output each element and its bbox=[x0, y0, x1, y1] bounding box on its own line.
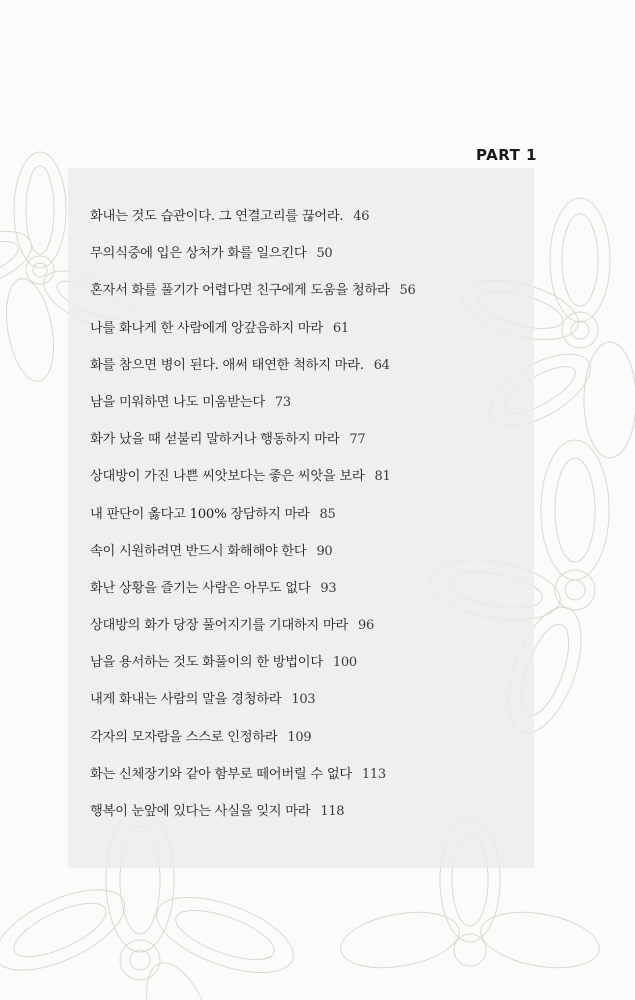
toc-entry-title: 남을 용서하는 것도 화풀이의 한 방법이다 bbox=[90, 655, 323, 671]
toc-entry-page: 56 bbox=[399, 283, 416, 299]
toc-entry-title: 화는 신체장기와 같아 함부로 떼어버릴 수 없다 bbox=[90, 766, 352, 782]
toc-entry[interactable] bbox=[90, 688, 416, 725]
toc-entry-title: 상대방의 화가 당장 풀어지기를 기대하지 마라 bbox=[90, 618, 348, 634]
toc-entry[interactable] bbox=[90, 614, 416, 651]
toc-entry-page: 103 bbox=[291, 692, 316, 708]
toc-entry[interactable] bbox=[90, 391, 416, 428]
toc-entry-title: 내 판단이 옳다고 100% 장담하지 마라 bbox=[90, 506, 310, 522]
toc-entry[interactable] bbox=[90, 800, 416, 837]
toc-entry[interactable] bbox=[90, 726, 416, 763]
toc-entry-page: 61 bbox=[332, 320, 349, 336]
toc-entry-title: 화난 상황을 즐기는 사람은 아무도 없다 bbox=[90, 580, 311, 596]
toc-entry-title: 화를 참으면 병이 된다. 애써 태연한 척하지 마라. bbox=[90, 357, 364, 373]
toc-entry-page: 118 bbox=[320, 804, 345, 819]
toc-entry-page: 64 bbox=[373, 357, 390, 373]
toc-entry[interactable] bbox=[90, 205, 416, 242]
toc-entry-page: 81 bbox=[374, 469, 391, 485]
toc-entry-title: 행복이 눈앞에 있다는 사실을 잊지 마라 bbox=[90, 804, 311, 819]
toc-entry[interactable] bbox=[90, 763, 416, 800]
toc-entry[interactable] bbox=[90, 354, 416, 391]
toc-entry[interactable] bbox=[90, 317, 416, 354]
toc-entry-title: 화내는 것도 습관이다. 그 연결고리를 끊어라. bbox=[90, 209, 344, 224]
toc-entry-page: 90 bbox=[316, 543, 333, 559]
toc-entry[interactable] bbox=[90, 540, 416, 577]
toc-entry-page: 100 bbox=[332, 655, 357, 671]
toc-entry-title: 남을 미워하면 나도 미움받는다 bbox=[90, 394, 265, 410]
toc-entry-title: 상대방이 가진 나쁜 씨앗보다는 좋은 씨앗을 보라 bbox=[90, 469, 365, 485]
toc-entry[interactable] bbox=[90, 465, 416, 502]
toc-entry[interactable] bbox=[90, 503, 416, 540]
toc-entry[interactable] bbox=[90, 279, 416, 316]
toc-entry-page: 77 bbox=[349, 432, 366, 448]
toc-entry-title: 혼자서 화를 풀기가 어렵다면 친구에게 도움을 청하라 bbox=[90, 283, 390, 299]
toc-entry-page: 50 bbox=[316, 246, 333, 262]
toc-entry[interactable] bbox=[90, 651, 416, 688]
toc-entry-page: 93 bbox=[320, 580, 337, 596]
toc-entry-page: 46 bbox=[353, 209, 370, 224]
toc-entry[interactable] bbox=[90, 428, 416, 465]
table-of-contents bbox=[90, 205, 416, 837]
toc-entry-page: 109 bbox=[287, 729, 312, 745]
toc-entry-title: 화가 났을 때 섣불리 말하거나 행동하지 마라 bbox=[90, 432, 340, 448]
toc-entry[interactable] bbox=[90, 577, 416, 614]
toc-entry-page: 85 bbox=[319, 506, 336, 522]
toc-entry[interactable] bbox=[90, 242, 416, 279]
toc-entry-page: 96 bbox=[357, 618, 374, 634]
toc-entry-title: 무의식중에 입은 상처가 화를 일으킨다 bbox=[90, 246, 307, 262]
toc-entry-page: 113 bbox=[361, 766, 386, 782]
part-label: PART 1 bbox=[476, 146, 537, 164]
toc-entry-title: 내게 화내는 사람의 말을 경청하라 bbox=[90, 692, 282, 708]
toc-entry-title: 속이 시원하려면 반드시 화해해야 한다 bbox=[90, 543, 307, 559]
toc-entry-title: 각자의 모자람을 스스로 인정하라 bbox=[90, 729, 278, 745]
toc-entry-page: 73 bbox=[274, 394, 291, 410]
toc-entry-title: 나를 화나게 한 사람에게 앙갚음하지 마라 bbox=[90, 320, 323, 336]
